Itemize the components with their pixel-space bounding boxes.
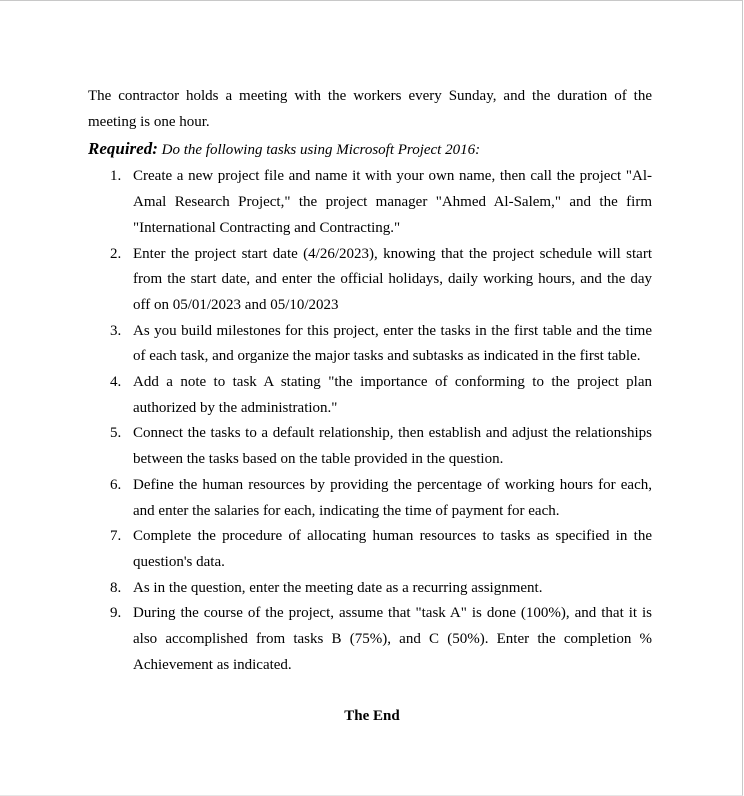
list-item [88, 473, 652, 524]
document-body [88, 84, 652, 678]
list-item-text: Create a new project file and name it with your own name, then call the project "Al-Amal Research Project," the project manager "Ahmed Al-Salem," and the firm "International Contracting and Contracting." [133, 168, 652, 236]
list-item-number: 9. [110, 605, 122, 622]
intro-paragraph: The contractor holds a meeting with the workers every Sunday, and the duration of the meeting is one hour. [88, 88, 652, 130]
the-end-footer: The End [344, 708, 400, 724]
list-item-number: 6. [110, 476, 122, 493]
required-label: Required: [88, 139, 158, 159]
list-item [88, 370, 652, 421]
list-item-number: 1. [110, 168, 122, 185]
list-item [88, 164, 652, 241]
required-instruction: Do the following tasks using Microsoft Project 2016: [161, 142, 481, 159]
list-item [88, 601, 652, 678]
list-item [88, 242, 652, 319]
list-item [88, 576, 652, 602]
list-item [88, 421, 652, 472]
list-item-number: 2. [110, 245, 122, 262]
list-item-number: 4. [110, 374, 122, 391]
list-item-text: As in the question, enter the meeting date as a recurring assignment. [133, 579, 543, 596]
list-item-text: Define the human resources by providing the percentage of working hours for each, and enter the salaries for each, indicating the time of payment for each. [133, 476, 652, 519]
list-item [88, 524, 652, 575]
list-item-text: Add a note to task A stating "the importance of conforming to the project plan authorized by the administration." [133, 374, 652, 416]
list-item-text: Connect the tasks to a default relationship, then establish and adjust the relationships between the tasks based on the table provided in the question. [133, 425, 652, 468]
list-item-text: Complete the procedure of allocating human resources to tasks as specified in the question's data. [133, 528, 652, 570]
required-heading [88, 135, 652, 164]
list-item [88, 319, 652, 370]
task-list [88, 164, 652, 678]
list-item-number: 3. [110, 322, 122, 339]
list-item-text: Enter the project start date (4/26/2023), knowing that the project schedule will start from the start date, and enter the official holidays, daily working hours, and the day off on 05/01/2023 and 05/10/2023 [133, 245, 652, 313]
list-item-number: 5. [110, 425, 122, 442]
list-item-number: 8. [110, 579, 122, 596]
list-item-number: 7. [110, 528, 122, 545]
list-item-text: As you build milestones for this project, enter the tasks in the first table and the time of each task, and organize the major tasks and subtasks as indicated in the first table. [133, 322, 652, 365]
list-item-text: During the course of the project, assume that "task A" is done (100%), and that it is also accomplished from tasks B (75%), and C (50%). Enter the completion % Achievement as indicated. [133, 605, 652, 673]
